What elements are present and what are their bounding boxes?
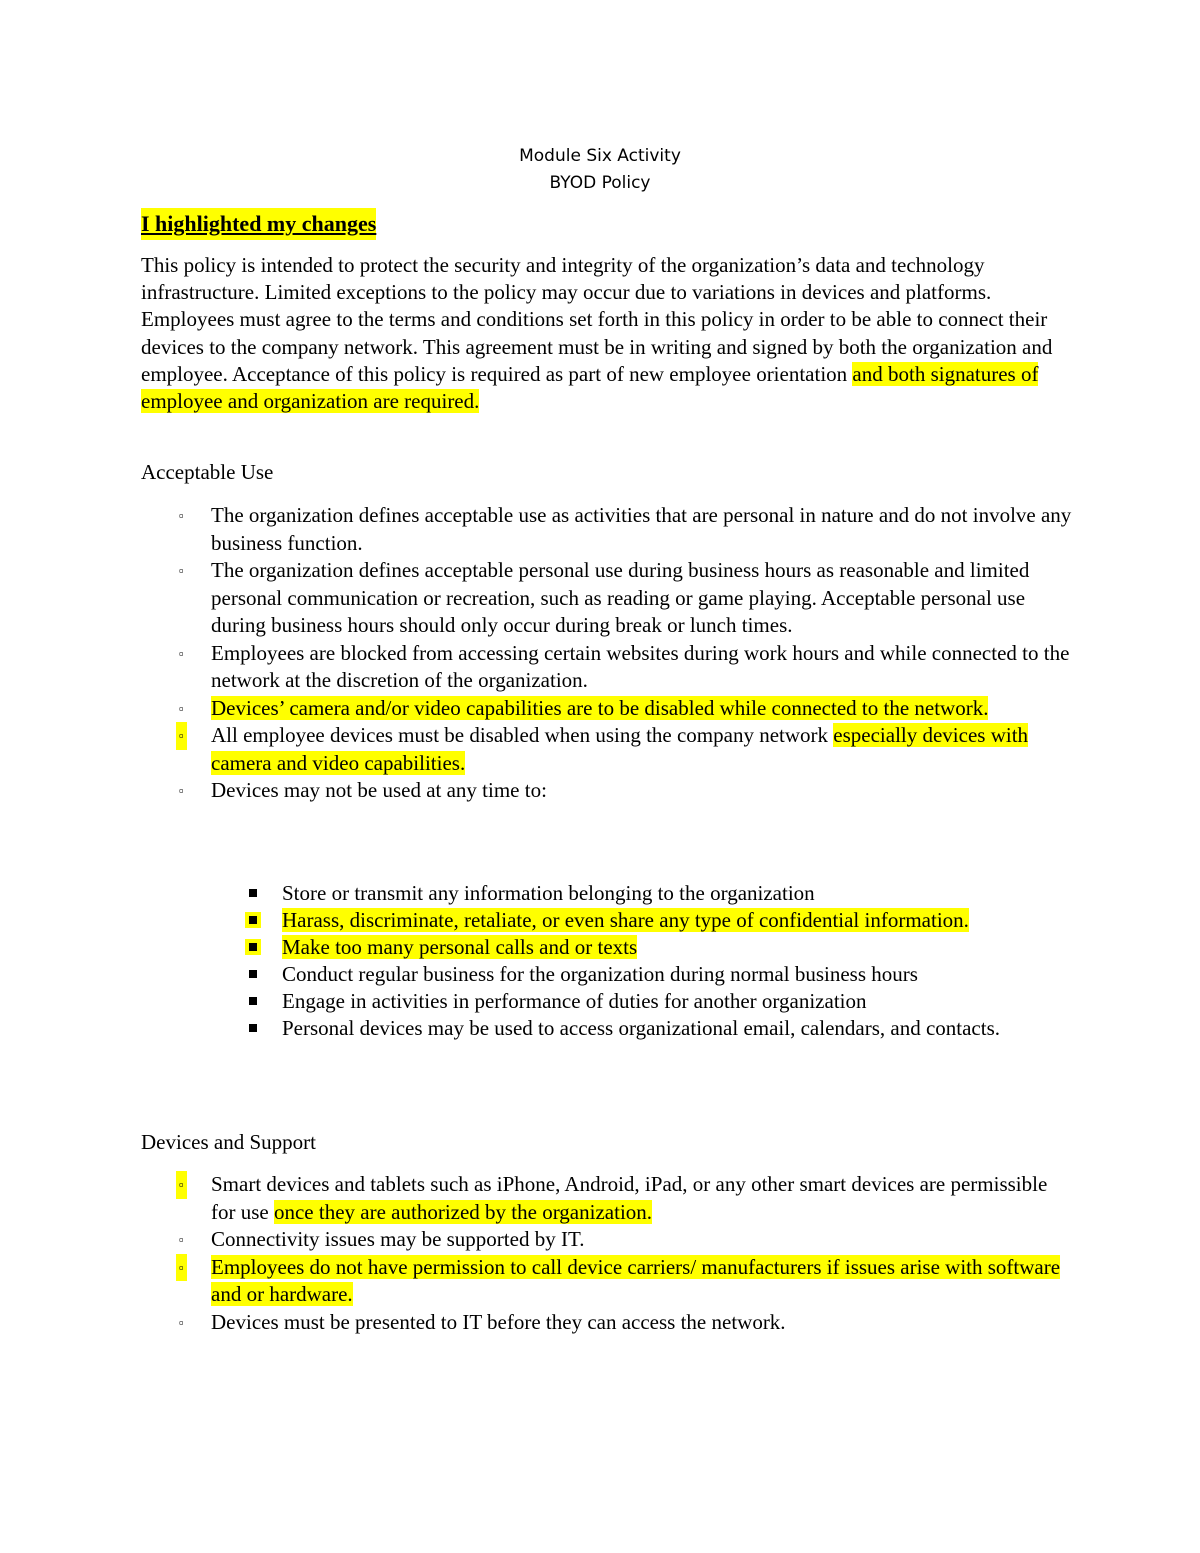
- hollow-square-bullet-icon: ▫: [176, 1254, 187, 1282]
- acceptable-use-heading: Acceptable Use: [141, 460, 274, 484]
- document-subtitle: BYOD Policy: [549, 173, 651, 193]
- list-item: ▫ The organization defines acceptable use as activities that are personal in nature and do not involve any business function.: [179, 503, 1072, 555]
- hollow-square-bullet-icon: ▫: [176, 1171, 187, 1199]
- list-item: ▫ Smart devices and tablets such as iPhone, Android, iPad, or any other smart devices are permissible for use once they are authorized by the organization.: [175, 1171, 1075, 1226]
- solid-square-bullet-icon: [249, 970, 257, 978]
- list-item: Harass, discriminate, retaliate, or even share any type of confidential information.: [245, 907, 1075, 934]
- hollow-square-bullet-icon: ▫: [176, 722, 187, 750]
- list-item: ▫ Devices must be presented to IT before they can access the network.: [175, 1309, 1075, 1337]
- intro-highlight: and both signatures of employee and organization are required.: [141, 361, 1039, 414]
- list-item: ▫ Employees are blocked from accessing certain websites during work hours and while connected to the network at the discretion of the organization.: [179, 640, 1070, 692]
- acceptable-use-list: [175, 502, 1075, 805]
- prohibited-uses-list: [245, 880, 1075, 1042]
- intro-text: This policy is intended to protect the security and integrity of the organization’s data and technology infrastructure. Limited exceptions to the policy may occur due to variations in devices and platforms. Employees must agree to the terms and conditions set forth in this policy in order to be able to connect their devices to the company network. This agreement must be in writing and signed by both the organization and employee. Acceptance of this policy is required as part of new employee orientation: [141, 253, 1053, 386]
- devices-support-list: [175, 1171, 1075, 1336]
- hollow-square-bullet-icon: ▫: [179, 700, 184, 716]
- hollow-square-bullet-icon: ▫: [179, 563, 184, 578]
- list-item: ▫ Devices’ camera and/or video capabilities are to be disabled while connected to the network.: [175, 695, 1075, 723]
- solid-square-bullet-icon: [249, 889, 257, 897]
- list-item: ▫ Employees do not have permission to call device carriers/ manufacturers if issues arise with software and or hardware.: [175, 1254, 1075, 1309]
- list-item: ▫ Connectivity issues may be supported by IT.: [175, 1226, 1075, 1254]
- document-title: Module Six Activity: [519, 146, 681, 166]
- hollow-square-bullet-icon: ▫: [179, 645, 184, 661]
- solid-square-bullet-icon: [249, 916, 257, 924]
- hollow-square-bullet-icon: ▫: [179, 508, 184, 523]
- list-item: ▫ Devices may not be used at any time to:: [175, 777, 1075, 805]
- hollow-square-bullet-icon: ▫: [179, 1232, 184, 1247]
- list-item: ▫ All employee devices must be disabled when using the company network especially devices with camera and video capabilities.: [175, 722, 1075, 777]
- changes-note: I highlighted my changes: [141, 208, 376, 240]
- devices-support-heading: Devices and Support: [141, 1130, 316, 1154]
- list-item: Make too many personal calls and or texts: [245, 934, 1075, 961]
- solid-square-bullet-icon: [249, 1024, 257, 1032]
- list-item: Conduct regular business for the organization during normal business hours: [245, 961, 1075, 988]
- list-item: Engage in activities in performance of duties for another organization: [245, 988, 1075, 1015]
- intro-paragraph: [141, 252, 1071, 415]
- hollow-square-bullet-icon: ▫: [179, 1314, 184, 1330]
- list-item: Personal devices may be used to access organizational email, calendars, and contacts.: [245, 1015, 1075, 1042]
- solid-square-bullet-icon: [249, 943, 257, 951]
- solid-square-bullet-icon: [249, 997, 257, 1005]
- list-item: Store or transmit any information belonging to the organization: [245, 880, 1075, 907]
- list-item: ▫ The organization defines acceptable personal use during business hours as reasonable and limited personal communication or recreation, such as reading or game playing. Acceptable personal use during business hours should only occur during break or lunch times.: [179, 558, 1030, 637]
- hollow-square-bullet-icon: ▫: [179, 783, 184, 798]
